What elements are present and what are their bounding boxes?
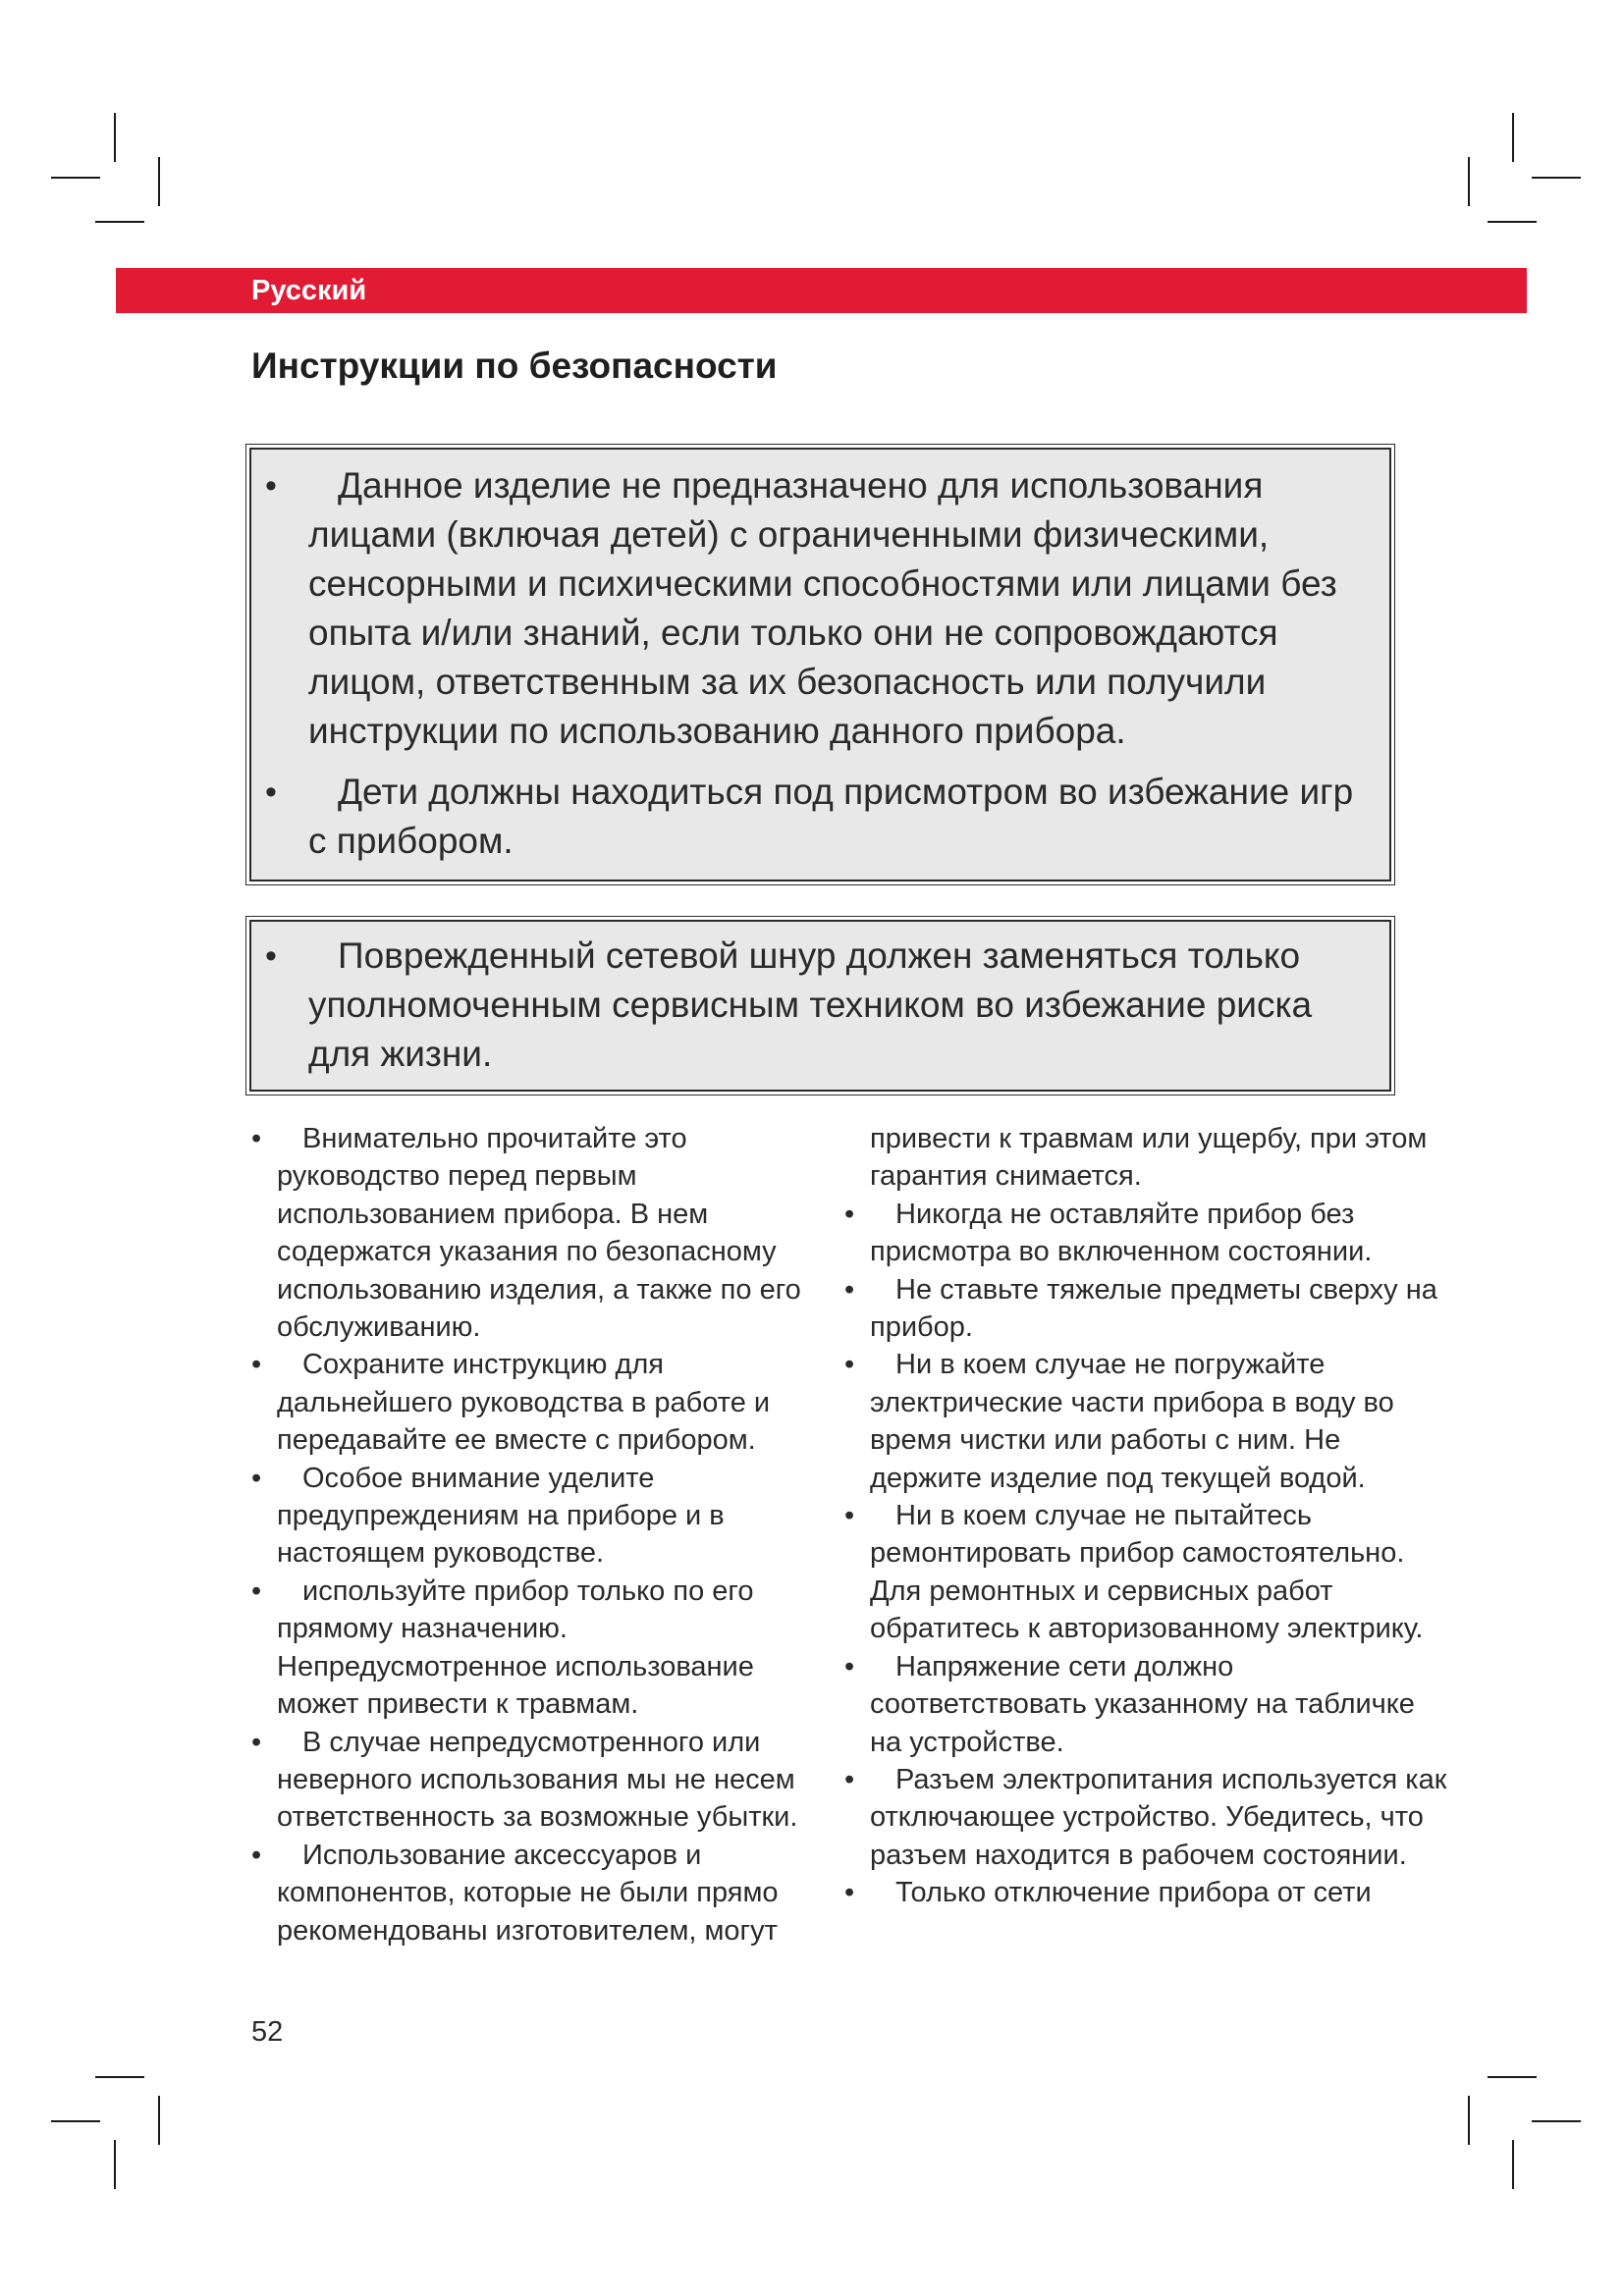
list-item: • Особое внимание уделите предупреждениям на приборе и в настоящем руководстве. bbox=[251, 1460, 821, 1573]
list-item: • Не ставьте тяжелые предметы сверху на прибор. bbox=[844, 1271, 1453, 1347]
bullet-icon: • bbox=[844, 1349, 855, 1381]
warning-item: • Дети должны находиться под присмотром во избежание игр с прибором. bbox=[251, 768, 1389, 866]
language-header-bar bbox=[116, 268, 1527, 313]
bullet-icon: • bbox=[844, 1650, 855, 1682]
crop-mark bbox=[1468, 157, 1470, 206]
list-item: • Использование аксессуаров и компонентов, которые не были прямо рекомендованы изготовителем, могут bbox=[251, 1837, 821, 1949]
list-item: • Только отключение прибора от сети bbox=[844, 1874, 1453, 1911]
crop-mark bbox=[1488, 221, 1537, 223]
crop-mark bbox=[114, 2140, 116, 2189]
bullet-icon: • bbox=[844, 1500, 855, 1532]
warning-list bbox=[251, 450, 1389, 866]
crop-mark bbox=[1468, 2096, 1470, 2145]
list-item: • Ни в коем случае не пытайтесь ремонтировать прибор самостоятельно. Для ремонтных и сервисных работ обратитесь к авторизованному электрику. bbox=[844, 1497, 1453, 1648]
bullet-icon: • bbox=[251, 1349, 262, 1381]
crop-mark bbox=[114, 113, 116, 162]
list-item: • используйте прибор только по его прямому назначению. Непредусмотренное использование может привести к травмам. bbox=[251, 1573, 821, 1724]
crop-mark bbox=[51, 177, 100, 179]
bullet-icon: • bbox=[844, 1763, 855, 1795]
language-label: Русский bbox=[251, 275, 367, 306]
crop-mark bbox=[1532, 177, 1581, 179]
safety-list-left-column bbox=[251, 1120, 821, 1949]
crop-mark bbox=[95, 221, 144, 223]
bullet-icon: • bbox=[265, 937, 277, 975]
crop-mark bbox=[1488, 2076, 1537, 2078]
list-item: • Ни в коем случае не погружайте электрические части прибора в воду во время чистки или работы с ним. Не держите изделие под текущей водой. bbox=[844, 1346, 1453, 1497]
warning-item: • Поврежденный сетевой шнур должен заменяться только уполномоченным сервисным техником во избежание риска для жизни. bbox=[251, 932, 1389, 1079]
list-item: • Сохраните инструкцию для дальнейшего руководства в работе и передавайте ее вместе с прибором. bbox=[251, 1346, 821, 1459]
crop-mark bbox=[95, 2076, 144, 2078]
list-item: • Никогда не оставляйте прибор без присмотра во включенном состоянии. bbox=[844, 1196, 1453, 1271]
list-item: • В случае непредусмотренного или неверного использования мы не несем ответственность за возможные убытки. bbox=[251, 1724, 821, 1837]
page-number: 52 bbox=[251, 2016, 284, 2048]
warning-box-power-cord bbox=[249, 920, 1391, 1092]
bullet-icon: • bbox=[251, 1462, 262, 1494]
bullet-icon: • bbox=[251, 1575, 262, 1607]
bullet-icon: • bbox=[844, 1877, 855, 1909]
bullet-icon: • bbox=[265, 467, 277, 505]
bullet-icon: • bbox=[265, 774, 277, 811]
crop-mark bbox=[1512, 113, 1514, 162]
crop-mark bbox=[158, 157, 160, 206]
list-item-continuation: привести к травмам или ущербу, при этом гарантия снимается. bbox=[870, 1123, 1428, 1193]
page-title: Инструкции по безопасности bbox=[251, 346, 778, 386]
bullet-icon: • bbox=[251, 1123, 262, 1154]
bullet-icon: • bbox=[251, 1839, 262, 1871]
bullet-icon: • bbox=[844, 1198, 855, 1230]
crop-mark bbox=[1532, 2120, 1581, 2122]
warning-box-primary bbox=[249, 448, 1391, 881]
list-item: • Разъем электропитания используется как отключающее устройство. Убедитесь, что разъем находится в рабочем состоянии. bbox=[844, 1761, 1453, 1874]
warning-list bbox=[251, 922, 1389, 1079]
warning-item: • Данное изделие не предназначено для использования лицами (включая детей) с ограниченными физическими, сенсорными и психическими способностями или лицами без опыта и/или знаний, если только они не сопровождаются лицом, ответственным за их безопасность или получили инструкции по использованию данного прибора. bbox=[251, 461, 1389, 756]
crop-mark bbox=[51, 2120, 100, 2122]
bullet-icon: • bbox=[251, 1726, 262, 1758]
crop-mark bbox=[1512, 2140, 1514, 2189]
list-item: • Внимательно прочитайте это руководство перед первым использованием прибора. В нем содержатся указания по безопасному использованию изделия, а также по его обслуживанию. bbox=[251, 1120, 821, 1346]
list-item: • Напряжение сети должно соответствовать указанному на табличке на устройстве. bbox=[844, 1648, 1453, 1761]
crop-mark bbox=[158, 2096, 160, 2145]
bullet-icon: • bbox=[844, 1273, 855, 1306]
safety-list-right-column bbox=[844, 1120, 1453, 1912]
